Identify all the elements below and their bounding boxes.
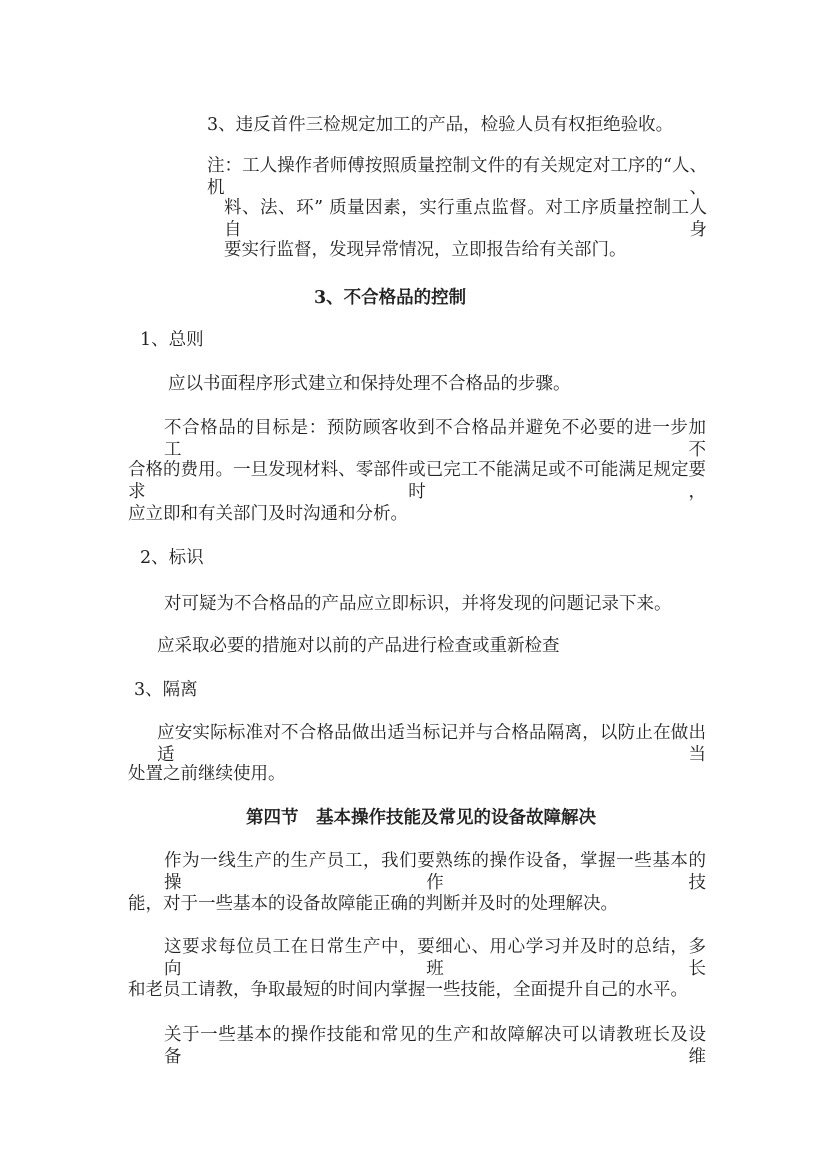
- paragraph-line: 对可疑为不合格品的产品应立即标识，并将发现的问题记录下来。: [164, 594, 672, 614]
- paragraph-line: 不合格品的目标是：预防顾客收到不合格品并避免不必要的进一步加工不: [164, 418, 706, 460]
- paragraph-line: 关于一些基本的操作技能和常见的生产和故障解决可以请教班长及设备维: [164, 1025, 706, 1067]
- paragraph-line: 应立即和有关部门及时沟通和分析。: [128, 504, 408, 524]
- note-line: 注：工人操作者师傅按照质量控制文件的有关规定对工序的“人、机、: [207, 156, 707, 198]
- note-line: 要实行监督，发现异常情况，立即报告给有关部门。: [224, 240, 627, 260]
- paragraph-line: 合格的费用。一旦发现材料、零部件或已完工不能满足或不可能满足规定要求时，: [128, 460, 706, 502]
- section-heading: 第四节 基本操作技能及常见的设备故障解决: [246, 808, 596, 828]
- subheading: 2、标识: [140, 548, 204, 568]
- paragraph-line: 应安实际标准对不合格品做出适当标记并与合格品隔离，以防止在做出适当: [157, 723, 706, 765]
- paragraph-line: 3、违反首件三检规定加工的产品，检验人员有权拒绝验收。: [207, 115, 674, 135]
- subheading: 1、总则: [140, 330, 204, 350]
- paragraph-line: 作为一线生产的生产员工，我们要熟练的操作设备，掌握一些基本的操作技: [164, 851, 706, 893]
- paragraph-line: 这要求每位员工在日常生产中，要细心、用心学习并及时的总结，多向班长: [164, 937, 706, 979]
- note-line: 料、法、环” 质量因素，实行重点监督。对工序质量控制工人自身: [224, 198, 707, 240]
- paragraph-line: 应以书面程序形式建立和保持处理不合格品的步骤。: [168, 374, 571, 394]
- paragraph-line: 和老员工请教，争取最短的时间内掌握一些技能，全面提升自己的水平。: [128, 980, 688, 1000]
- paragraph-line: 能，对于一些基本的设备故障能正确的判断并及时的处理解决。: [128, 894, 618, 914]
- paragraph-line: 处置之前继续使用。: [128, 764, 286, 784]
- paragraph-line: 应采取必要的措施对以前的产品进行检查或重新检查: [157, 636, 560, 656]
- subheading: 3、隔离: [134, 680, 198, 700]
- section-heading: 3、不合格品的控制: [314, 288, 467, 308]
